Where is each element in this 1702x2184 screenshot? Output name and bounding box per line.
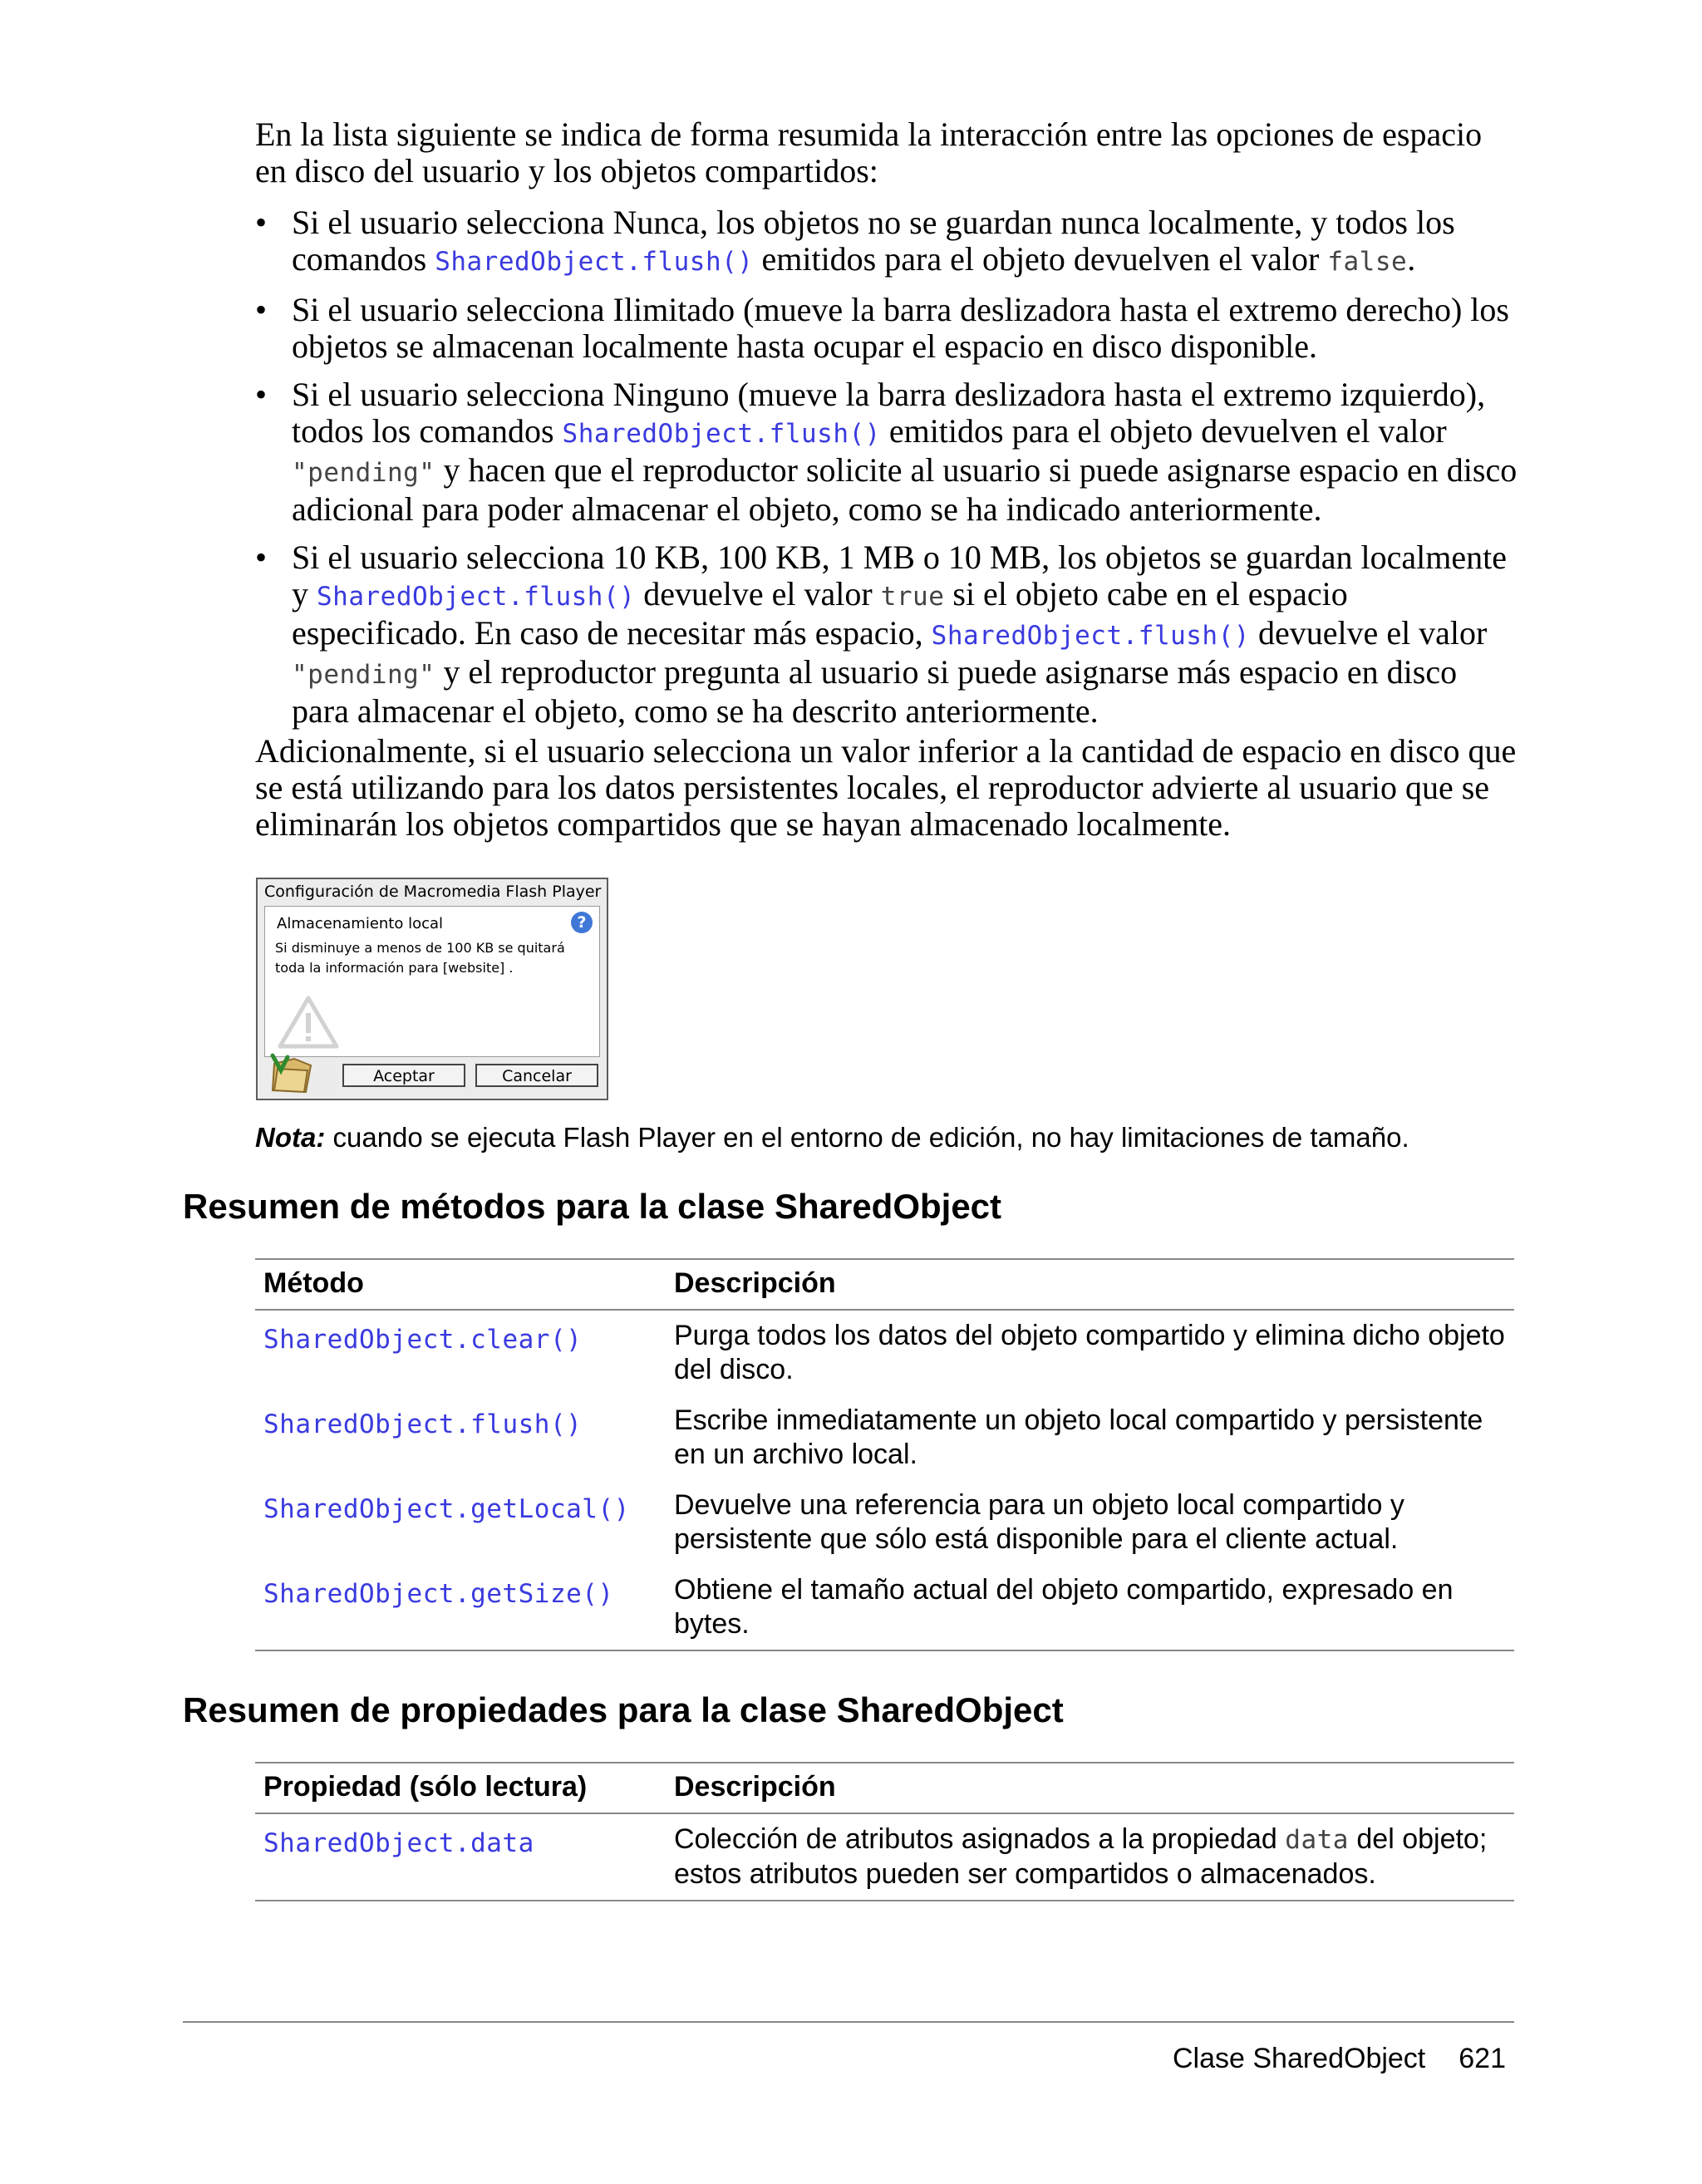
methods-table (255, 1258, 1514, 1651)
table-row (255, 1813, 1514, 1901)
column-header-method: Método (255, 1259, 666, 1310)
table-header-row (255, 1763, 1514, 1813)
bullet-icon: • (255, 539, 268, 576)
property-name[interactable]: SharedObject.data (263, 1828, 534, 1858)
property-description: Colección de atributos asignados a la propiedad data del objeto; estos atributos pueden ser compartidos o almacenados. (666, 1813, 1514, 1901)
method-description: Escribe inmediatamente un objeto local compartido y persistente en un archivo local. (674, 1404, 1483, 1470)
code-reference: SharedObject.flush() (317, 582, 636, 612)
code-literal: data (1285, 1825, 1349, 1855)
note-text: cuando se ejecuta Flash Player en el entorno de edición, no hay limitaciones de tamaño. (325, 1122, 1409, 1153)
note-label: Nota: (255, 1122, 326, 1153)
methods-heading: Resumen de métodos para la clase SharedObject (183, 1187, 1002, 1226)
table-row (255, 1565, 1514, 1650)
footer-divider (183, 2021, 1514, 2023)
footer-section-title: Clase SharedObject (1172, 2043, 1426, 2074)
list-item: • Si el usuario selecciona 10 KB, 100 KB, 1 MB o 10 MB, los objetos se guardan localmente y SharedObject.flush() devuelve el valor true si el objeto cabe en el espacio especificado. En caso de necesitar más espacio, SharedObject.flush() devuelve el valor "pending" y el reproductor pregunta al usuario si puede asignarse más espacio en disco para almacenar el objeto, como se ha descrito anteriormente. (255, 539, 1508, 730)
code-literal: "pending" (292, 458, 435, 488)
table-header-row (255, 1259, 1514, 1310)
table-row (255, 1480, 1514, 1565)
bullet-icon: • (255, 376, 268, 413)
note (255, 1122, 1409, 1153)
bullet-icon: • (255, 204, 268, 241)
method-description: Devuelve una referencia para un objeto local compartido y persistente que sólo está disponible para el cliente actual. (674, 1489, 1404, 1555)
warning-message: Si disminuye a menos de 100 KB se quitará toda la información para [website] . (275, 940, 565, 976)
code-literal: true (880, 582, 945, 612)
accept-button[interactable]: Aceptar (342, 1064, 465, 1087)
disk-space-options-list (255, 204, 1518, 741)
method-name[interactable]: SharedObject.getLocal() (263, 1494, 630, 1524)
table-row (255, 1395, 1514, 1480)
panel-heading: Almacenamiento local (277, 915, 444, 932)
list-item: • Si el usuario selecciona Nunca, los objetos no se guardan nunca localmente, y todos los comandos SharedObject.flush() emitidos para el objeto devuelven el valor false. (255, 204, 1455, 278)
folder-icon (269, 1052, 316, 1099)
method-name[interactable]: SharedObject.flush() (263, 1409, 583, 1439)
method-name[interactable]: SharedObject.getSize() (263, 1579, 614, 1609)
intro-paragraph: En la lista siguiente se indica de forma resumida la interacción entre las opciones de espacio en disco del usuario y los objetos compartidos: (255, 116, 1483, 189)
local-storage-panel (264, 906, 600, 1057)
additional-paragraph: Adicionalmente, si el usuario selecciona un valor inferior a la cantidad de espacio en disco que se está utilizando para los datos persistentes locales, el reproductor advierte al usuario que se eliminarán los objetos compartidos que se hayan almacenado localmente. (255, 732, 1517, 843)
properties-table (255, 1762, 1514, 1901)
method-description: Purga todos los datos del objeto compartido y elimina dicho objeto del disco. (674, 1320, 1505, 1385)
column-header-description: Descripción (666, 1763, 1514, 1813)
cancel-button[interactable]: Cancelar (475, 1064, 598, 1087)
code-reference: SharedObject.flush() (931, 621, 1250, 651)
list-item: • Si el usuario selecciona Ninguno (mueve la barra deslizadora hasta el extremo izquierdo), todos los comandos SharedObject.flush() emitidos para el objeto devuelven el valor "pending" y hacen que el reproductor solicite al usuario si puede asignarse espacio en disco adicional para poder almacenar el objeto, como se ha indicado anteriormente. (255, 376, 1518, 528)
properties-heading: Resumen de propiedades para la clase SharedObject (183, 1690, 1064, 1729)
method-name[interactable]: SharedObject.clear() (263, 1325, 583, 1355)
method-description: Obtiene el tamaño actual del objeto compartido, expresado en bytes. (666, 1565, 1514, 1650)
list-item: • Si el usuario selecciona Ilimitado (mueve la barra deslizadora hasta el extremo derecho) los objetos se almacenan localmente hasta ocupar el espacio en disco disponible. (255, 291, 1509, 365)
warning-icon (277, 995, 340, 1054)
table-row (255, 1310, 1514, 1395)
column-header-property: Propiedad (sólo lectura) (255, 1763, 666, 1813)
code-reference: SharedObject.flush() (435, 247, 754, 277)
code-reference: SharedObject.flush() (562, 419, 881, 449)
code-literal: "pending" (292, 660, 435, 690)
flash-player-settings-dialog (256, 878, 608, 1100)
dialog-title: Configuración de Macromedia Flash Player (264, 883, 602, 901)
bullet-icon: • (255, 291, 268, 328)
page-footer (1173, 2043, 1506, 2075)
code-literal: false (1327, 247, 1408, 277)
page-number: 621 (1459, 2043, 1506, 2074)
column-header-description: Descripción (666, 1259, 1514, 1310)
help-icon[interactable]: ? (571, 912, 593, 933)
